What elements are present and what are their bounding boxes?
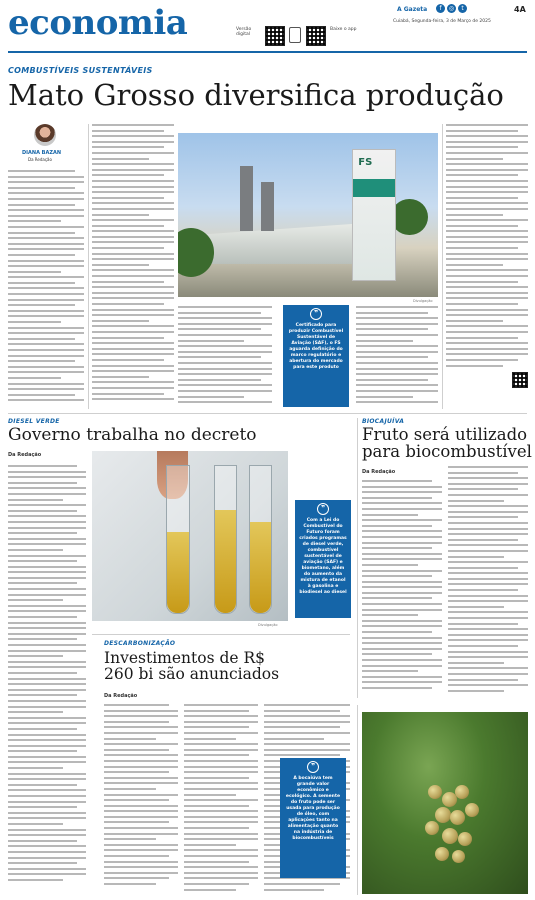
header-rule [8, 51, 527, 53]
story-two-headline: Governo trabalha no decreto [8, 425, 257, 445]
quote-icon: ❞ [317, 503, 329, 515]
story-three-byline: Da Redação [362, 469, 396, 475]
test-tubes-photo [92, 451, 288, 621]
bocaiuva-palm-photo [362, 712, 528, 894]
tubes-photo-caption: Divulgação [258, 623, 278, 627]
social-icon[interactable]: f [436, 4, 445, 13]
story-two-kicker: DIESEL VERDE [8, 418, 60, 425]
story-four-byline: Da Redação [104, 693, 138, 699]
story-four-kicker: DESCARBONIZAÇÃO [104, 640, 176, 647]
main-quote-text: Certificado para produzir Combustível Sustentável de Aviação (SAF), o FS aguarda definição do marco regulatório e abertura do mercado para este produto [288, 323, 344, 370]
story-three-body-col2 [448, 466, 528, 702]
story-three-headline: Fruto será utilizado para biocombustível [362, 425, 532, 462]
digital-label: Versão digital [236, 27, 252, 37]
phone-icon [289, 27, 301, 43]
story-two-quote-text: Com a Lei do Combustível do Futuro foram criados programas de diesel verde, combustível sustentável de aviação (SAF) e biometano, além do aumento da mistura de etanol à gasolina e biodiesel ao diesel [299, 518, 347, 595]
author-avatar [34, 124, 56, 146]
section-title: economia [8, 3, 188, 43]
story-two-body [8, 465, 86, 895]
story-four-headline: Investimentos de R$ 260 bi são anunciados [104, 649, 280, 684]
main-body-col1 [8, 170, 84, 410]
biofuel-plant-photo: FS [178, 133, 438, 297]
social-icon[interactable]: t [458, 4, 467, 13]
column-rule [88, 124, 89, 409]
story-four-body-col2 [184, 704, 258, 894]
page-number: 4A [514, 5, 526, 14]
story-four-body-col1 [104, 704, 178, 894]
story-three-quote-text: A bocaiúva tem grande valor econômico e ecológico. A semente do fruto pode ser usada para produção de óleo, com aplicações tanto na alimentação quanto na indústria de biocombustíveis [285, 776, 341, 841]
story-three-kicker: BIOCAJUÍVA [362, 418, 405, 425]
qr-code-icon [265, 26, 285, 46]
column-rule [357, 705, 358, 895]
story-three-body-col1 [362, 480, 442, 702]
main-body-col4 [356, 306, 438, 410]
quote-icon: ❞ [307, 761, 319, 773]
author-role: Da Redação [28, 157, 52, 162]
column-rule [442, 124, 443, 409]
newspaper-logo: A Gazeta [397, 6, 428, 13]
plant-photo-caption: Divulgação [413, 299, 433, 303]
section-divider [92, 634, 350, 635]
story-two-quote-box [295, 500, 351, 618]
main-kicker: COMBUSTÍVEIS SUSTENTÁVEIS [8, 66, 153, 75]
main-body-col3 [178, 306, 272, 410]
edition-date: Cuiabá, Segunda-feira, 3 de Março de 2025 [393, 19, 491, 24]
story-three-quote-box [280, 758, 346, 878]
app-label: Baixe o app [330, 27, 357, 32]
qr-code-icon [306, 26, 326, 46]
qr-code-icon[interactable] [512, 372, 528, 388]
section-divider [8, 413, 527, 414]
main-headline: Mato Grosso diversifica produção [8, 78, 504, 112]
main-quote-box [283, 305, 349, 407]
main-body-col2 [92, 124, 174, 409]
story-two-byline: Da Redação [8, 452, 42, 458]
main-body-col5 [446, 124, 528, 374]
social-icon[interactable]: ◎ [448, 5, 455, 12]
quote-icon: ❞ [310, 308, 322, 320]
author-name: DIANA BAZAN [22, 150, 62, 156]
column-rule [357, 418, 358, 698]
